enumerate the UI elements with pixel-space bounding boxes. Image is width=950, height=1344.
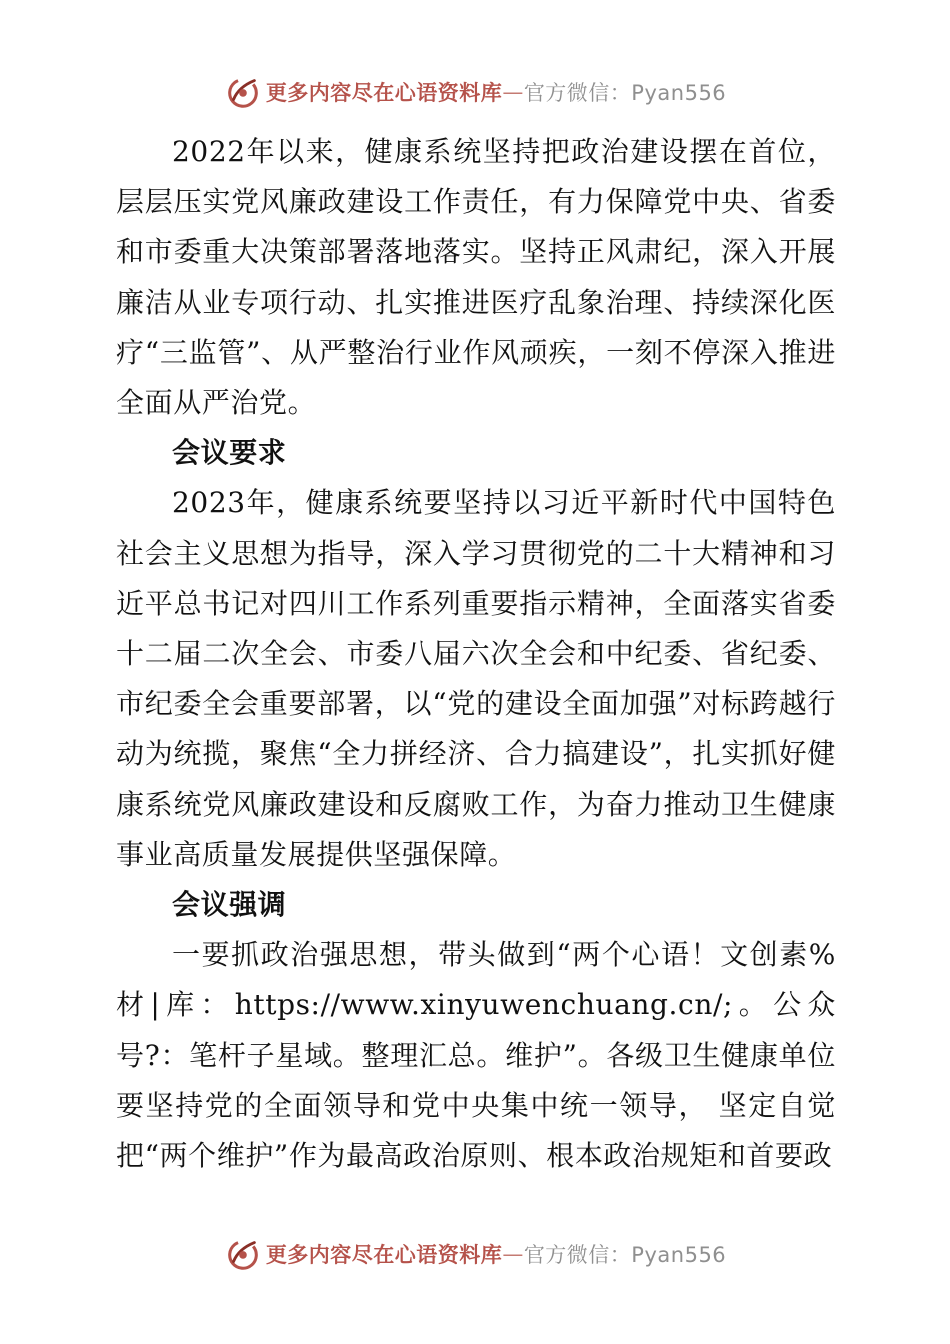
- document-body: [116, 127, 836, 1181]
- paragraph-intro: 2022年以来，健康系统坚持把政治建设摆在首位，层层压实党风廉政建设工作责任，有力保障党中央、省委和市委重大决策部署落地落实。坚持正风肃纪，深入开展廉洁从业专项行动、扎实推进医疗乱象治理、持续深化医疗“三监管”、从严整治行业作风顽疾，一刻不停深入推进全面从严治党。: [116, 135, 836, 420]
- header-watermark: [0, 70, 950, 114]
- section-heading-emphasis: 会议强调: [172, 888, 287, 922]
- paragraph-requirements: 2023年，健康系统要坚持以习近平新时代中国特色社会主义思想为指导，深入学习贯彻党的二十大精神和习近平总书记对四川工作系列重要指示精神，全面落实省委十二届二次全会、市委八届六次全会和中纪委、省纪委、市纪委全会重要部署，以“党的建设全面加强”对标跨越行动为统揽，聚焦“全力拼经济、合力搞建设”，扎实抓好健康系统党风廉政建设和反腐败工作，为奋力推动卫生健康事业高质量发展提供坚强保障。: [116, 486, 836, 871]
- paragraph-emphasis: 一要抓政治强思想，带头做到“两个心语！文创素%材|库：https://www.xinyuwenchuang.cn/;。公众号?：笔杆子星域。整理汇总。维护”。各级卫生健康单位要坚持党的全面领导和党中央集中统一领导， 坚定自觉把“两个维护”作为最高政治原则、根本政治规矩和首要政: [116, 938, 836, 1173]
- brush-circle-logo-icon: [224, 1235, 262, 1273]
- watermark-dash: —: [502, 1242, 524, 1266]
- watermark-dash: —: [502, 80, 524, 104]
- footer-watermark: [0, 1232, 950, 1276]
- watermark-main-text: 更多内容尽在心语资料库: [265, 81, 503, 105]
- brush-circle-logo-icon: [224, 73, 262, 111]
- watermark-wechat-text: 官方微信：Pyan556: [523, 81, 727, 105]
- watermark-wechat-text: 官方微信：Pyan556: [523, 1243, 727, 1267]
- section-heading-requirements: 会议要求: [172, 436, 287, 470]
- watermark-main-text: 更多内容尽在心语资料库: [265, 1243, 503, 1267]
